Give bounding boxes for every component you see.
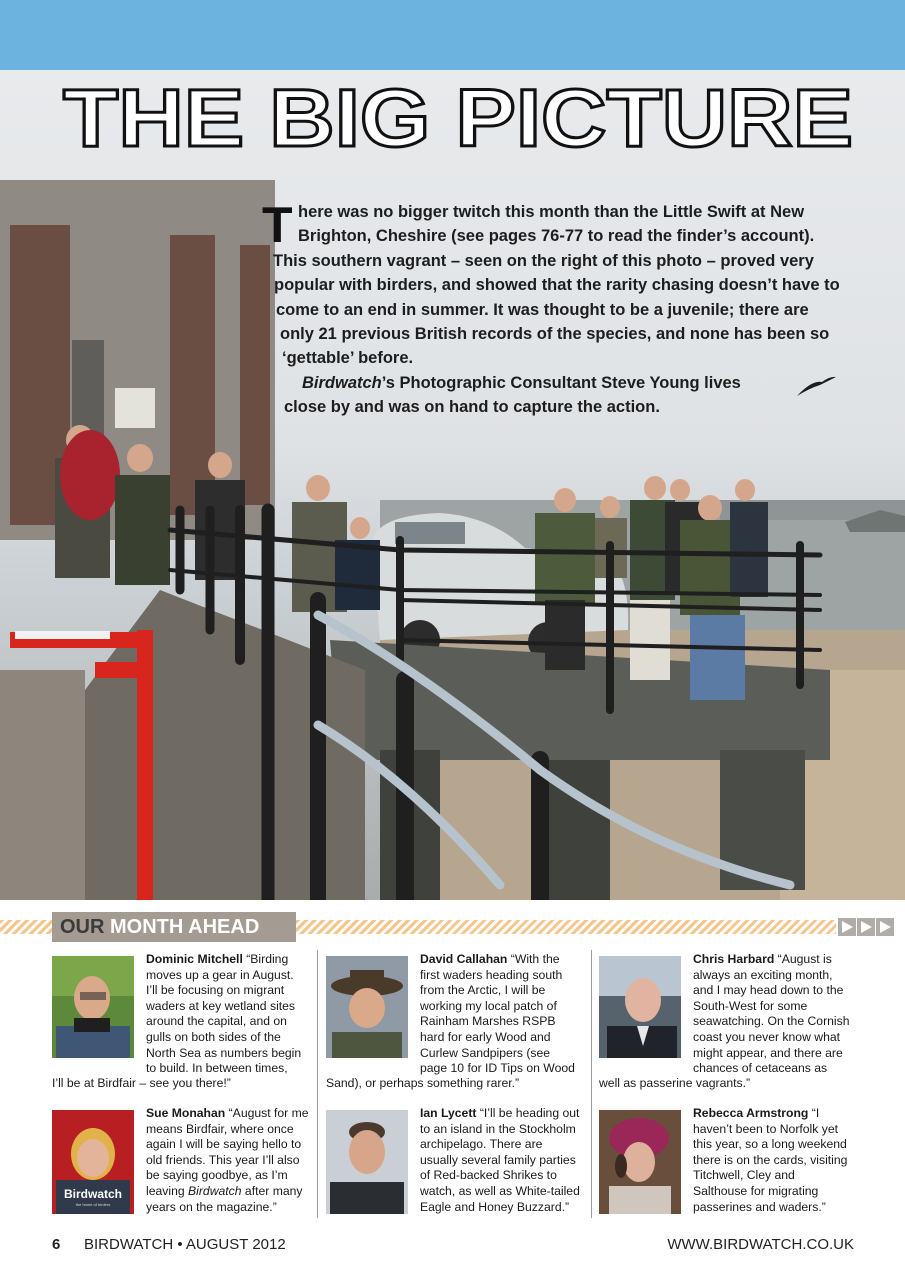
arrow-right-icon bbox=[876, 918, 894, 936]
column-divider bbox=[317, 950, 318, 1218]
profile-line: from the Arctic, I will be bbox=[420, 983, 546, 998]
profile-text bbox=[420, 952, 590, 1077]
profile-line: haven’t been to Norfolk yet bbox=[693, 1121, 838, 1136]
twitch-scene-illustration bbox=[0, 70, 905, 900]
portrait-photo bbox=[326, 1110, 408, 1214]
section-label-part1: OUR bbox=[60, 916, 105, 938]
intro-credit-line bbox=[262, 371, 862, 395]
intro-paragraph bbox=[262, 197, 862, 420]
profile-line: might appear, and there are bbox=[693, 1045, 843, 1060]
profile-line-part: after many bbox=[241, 1183, 303, 1198]
intro-line: here was no bigger twitch this month than the Little Swift at New bbox=[298, 203, 805, 221]
profile-line: “August for me bbox=[228, 1106, 309, 1120]
shirt-logo-subtext: the home of birders bbox=[75, 1202, 111, 1207]
profile-line: Sand), or perhaps something rarer.” bbox=[326, 1076, 520, 1090]
magazine-name-italic: Birdwatch bbox=[302, 373, 382, 392]
profile-line: old friends. This year I’ll also bbox=[146, 1152, 300, 1167]
column-divider bbox=[591, 950, 592, 1218]
svg-text:THE BIG PICTURE: THE BIG PICTURE bbox=[63, 78, 853, 158]
profile-name: Dominic Mitchell bbox=[146, 952, 243, 966]
profile-text bbox=[146, 952, 316, 1077]
profile-line: archipelago. There are bbox=[420, 1137, 543, 1152]
profile-rebecca-armstrong bbox=[599, 1106, 861, 1218]
profile-line: “With the bbox=[510, 952, 560, 966]
profile-chris-harbard bbox=[599, 952, 861, 1092]
profile-text bbox=[146, 1106, 316, 1215]
profile-dominic-mitchell bbox=[52, 952, 314, 1092]
portrait-photo bbox=[599, 1110, 681, 1214]
profile-line: passerines and waders.” bbox=[693, 1199, 826, 1214]
profile-line: waders at key wetland sites bbox=[146, 998, 296, 1013]
profile-line: to build. In between times, bbox=[146, 1061, 288, 1076]
profile-line: “August is bbox=[777, 952, 832, 966]
profile-line: watch, as well as White-tailed bbox=[420, 1183, 580, 1198]
profile-name: David Callahan bbox=[420, 952, 508, 966]
profile-line: “I’ll be heading out bbox=[479, 1106, 580, 1120]
section-header-our-month-ahead bbox=[0, 912, 905, 942]
profile-text bbox=[693, 952, 863, 1077]
page-footer bbox=[52, 1236, 854, 1256]
page-number: 6 bbox=[52, 1236, 61, 1253]
website-url: WWW.BIRDWATCH.CO.UK bbox=[667, 1236, 854, 1253]
profile-line: “I bbox=[811, 1106, 820, 1120]
profile-line: this year, so a long weekend bbox=[693, 1137, 847, 1152]
profile-ian-lycett bbox=[326, 1106, 588, 1218]
profile-line: there is on the cards, visiting bbox=[693, 1152, 848, 1167]
profile-line: and I may head down to the bbox=[693, 983, 844, 998]
profile-line-part: leaving bbox=[146, 1183, 189, 1198]
arrow-right-icon bbox=[838, 918, 856, 936]
hatch-decoration bbox=[0, 920, 52, 934]
profile-line: page 10 for ID Tips on Wood bbox=[420, 1061, 575, 1076]
profile-line: hard for early Wood and bbox=[420, 1029, 551, 1044]
profile-line: well as passerine vagrants.” bbox=[599, 1076, 751, 1090]
profile-line: Salthouse for migrating bbox=[693, 1183, 819, 1198]
intro-line: Brighton, Cheshire (see pages 76-77 to read the finder’s account). bbox=[298, 227, 815, 246]
profile-line: to an island in the Stockholm bbox=[420, 1121, 576, 1136]
drop-cap: T bbox=[262, 197, 293, 253]
intro-line: only 21 previous British records of the species, and none has been so bbox=[280, 325, 830, 344]
profile-line: I’ll be focusing on migrant bbox=[146, 983, 285, 998]
section-label-part2: MONTH AHEAD bbox=[110, 916, 260, 938]
intro-credit-text: ’s Photographic Consultant Steve Young lives bbox=[381, 373, 741, 392]
profile-name: Rebecca Armstrong bbox=[693, 1106, 809, 1120]
profile-line: means Birdfair, where once bbox=[146, 1121, 294, 1136]
profile-line: years on the magazine.” bbox=[146, 1199, 277, 1214]
profile-line: be saying goodbye, as I’m bbox=[146, 1168, 288, 1183]
profile-line: working my local patch of bbox=[420, 998, 557, 1013]
portrait-photo bbox=[326, 956, 408, 1058]
profile-david-callahan bbox=[326, 952, 588, 1092]
hero-photo bbox=[0, 70, 905, 900]
profile-text bbox=[693, 1106, 863, 1215]
profile-line: Rainham Marshes RSPB bbox=[420, 1014, 556, 1029]
profile-line: “Birding bbox=[246, 952, 289, 966]
profile-line: Titchwell, Cley and bbox=[693, 1168, 795, 1183]
profile-line: South-West for some bbox=[693, 998, 808, 1013]
profile-line: always an exciting month, bbox=[693, 967, 833, 982]
profile-line: I’ll be at Birdfair – see you there!” bbox=[52, 1076, 231, 1090]
profile-name: Sue Monahan bbox=[146, 1106, 226, 1120]
page-title bbox=[58, 78, 858, 158]
intro-line: come to an end in summer. It was thought to be a juvenile; there are bbox=[276, 300, 809, 319]
profile-line: again I will be saying hello to bbox=[146, 1137, 302, 1152]
profile-name: Chris Harbard bbox=[693, 952, 775, 966]
profile-sue-monahan bbox=[52, 1106, 314, 1218]
profile-line: seawatching. On the Cornish bbox=[693, 1014, 850, 1029]
profile-line: North Sea as numbers begin bbox=[146, 1045, 302, 1060]
profile-line: usually several family parties bbox=[420, 1152, 576, 1167]
arrow-right-icon bbox=[857, 918, 875, 936]
intro-line: ‘gettable’ before. bbox=[282, 349, 414, 368]
magazine-issue: BIRDWATCH • AUGUST 2012 bbox=[84, 1236, 286, 1253]
shirt-logo-text: Birdwatch bbox=[63, 1187, 123, 1201]
profile-text bbox=[420, 1106, 590, 1215]
profile-line: moves up a gear in August. bbox=[146, 967, 294, 982]
intro-line: close by and was on hand to capture the action. bbox=[284, 398, 660, 417]
profile-line: gulls on both sides of the bbox=[146, 1029, 281, 1044]
profile-line: first waders heading south bbox=[420, 967, 563, 982]
intro-line: popular with birders, and showed that the rarity chasing doesn’t have to bbox=[274, 276, 840, 295]
profile-line bbox=[146, 1184, 316, 1200]
hatch-decoration bbox=[296, 920, 836, 934]
arrow-icons bbox=[838, 918, 894, 936]
portrait-photo bbox=[599, 956, 681, 1058]
profile-line: Curlew Sandpipers (see bbox=[420, 1045, 551, 1060]
intro-line: This southern vagrant – seen on the right of this photo – proved very bbox=[273, 251, 814, 270]
profile-line: Eagle and Honey Buzzard.” bbox=[420, 1199, 570, 1214]
section-tab bbox=[52, 912, 296, 942]
profile-name: Ian Lycett bbox=[420, 1106, 477, 1120]
profile-line: around the capital, and on bbox=[146, 1014, 287, 1029]
profile-line: of Red-backed Shrikes to bbox=[420, 1168, 557, 1183]
top-color-band bbox=[0, 0, 905, 70]
profile-line: chances of cetaceans as bbox=[693, 1061, 828, 1076]
portrait-photo bbox=[52, 1110, 134, 1214]
portrait-photo bbox=[52, 956, 134, 1058]
magazine-name-italic: Birdwatch bbox=[188, 1183, 242, 1198]
profile-line: coast you never know what bbox=[693, 1029, 841, 1044]
